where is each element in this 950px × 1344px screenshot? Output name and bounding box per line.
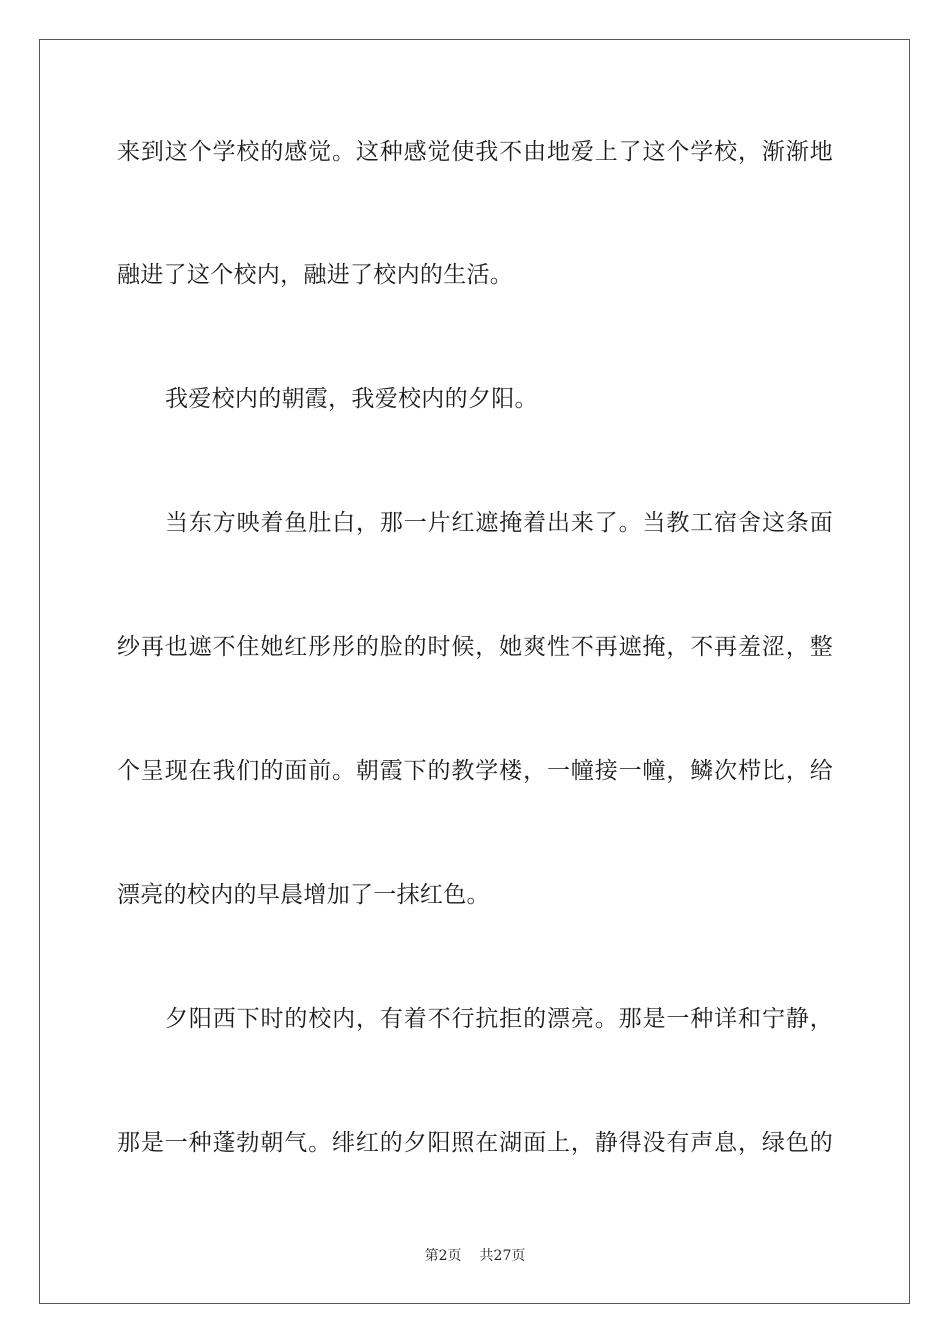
- paragraph-line-3: 我爱校内的朝霞，我爱校内的夕阳。: [165, 386, 538, 412]
- page-number: 第2页: [424, 1248, 462, 1264]
- page-border: [39, 39, 910, 1304]
- text-line-7: 漂亮的校内的早晨增加了一抹红色。: [117, 882, 490, 908]
- text-line-9: 那是一种蓬勃朝气。绯红的夕阳照在湖面上，静得没有声息，绿色的: [117, 1130, 833, 1156]
- text-line-1: 来到这个学校的感觉。这种感觉使我不由地爱上了这个学校，渐渐地: [117, 139, 833, 165]
- page-footer: [0, 1247, 950, 1265]
- text-line-6: 个呈现在我们的面前。朝霞下的教学楼，一幢接一幢，鳞次栉比，给: [117, 758, 833, 784]
- paragraph-line-8: 夕阳西下时的校内，有着不行抗拒的漂亮。那是一种详和宁静，: [165, 1006, 833, 1032]
- page-total: 共27页: [479, 1248, 526, 1264]
- text-line-2: 融进了这个校内，融进了校内的生活。: [117, 262, 514, 288]
- text-line-5: 纱再也遮不住她红彤彤的脸的时候，她爽性不再遮掩，不再羞涩，整: [117, 634, 833, 660]
- paragraph-line-4: 当东方映着鱼肚白，那一片红遮掩着出来了。当教工宿舍这条面: [165, 510, 833, 536]
